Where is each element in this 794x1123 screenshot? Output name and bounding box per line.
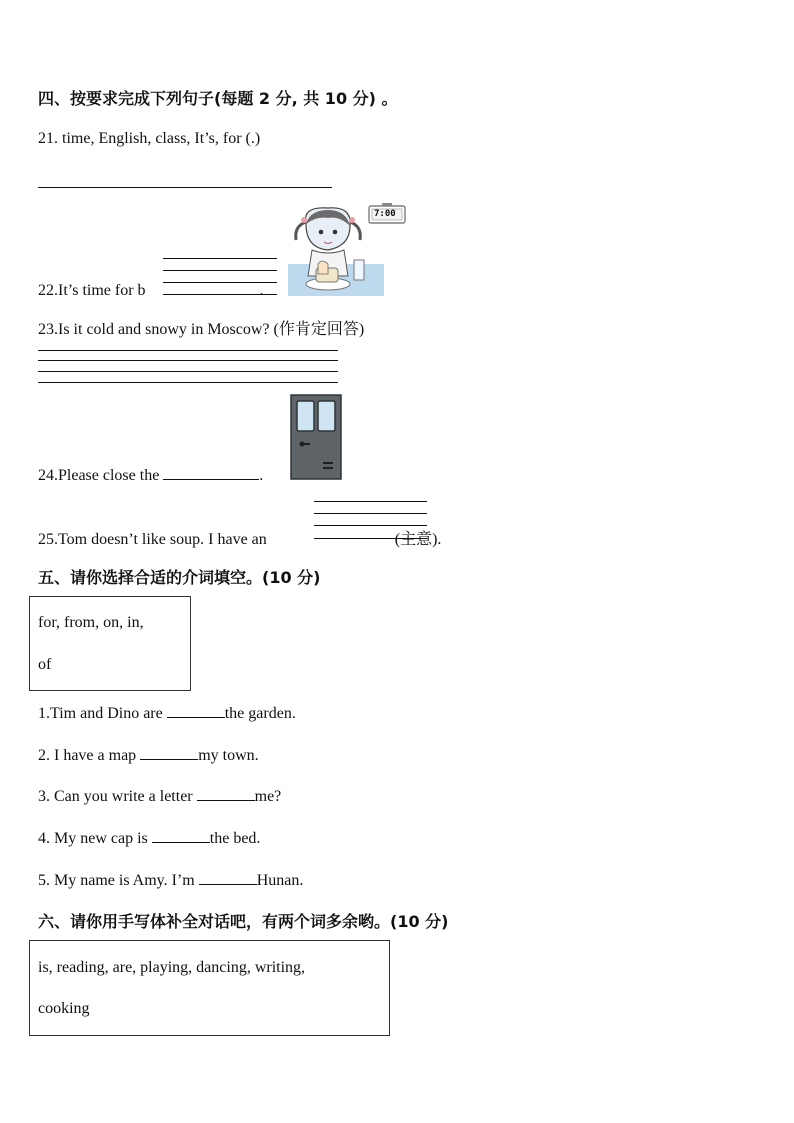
item-text: me? xyxy=(254,788,282,805)
question-25-suffix: (主意). xyxy=(390,531,442,548)
list-item xyxy=(38,745,259,765)
answer-blank[interactable] xyxy=(152,828,210,843)
item-text: the bed. xyxy=(209,830,261,847)
clock-time: 7:00 xyxy=(374,209,396,219)
list-item xyxy=(38,786,281,806)
list-item xyxy=(38,828,260,848)
question-24 xyxy=(38,465,263,485)
handwriting-guide-line xyxy=(163,270,277,271)
question-21: 21. time, English, class, It’s, for (.) xyxy=(38,130,261,147)
item-text: 5. My name is Amy. I’m xyxy=(38,872,199,889)
question-25 xyxy=(38,526,441,549)
item-text: 2. I have a map xyxy=(38,747,141,764)
word-bank-line: cooking xyxy=(38,1000,90,1017)
door-illustration xyxy=(290,394,342,480)
handwriting-guide-line xyxy=(38,360,338,361)
item-text: 3. Can you write a letter xyxy=(38,788,197,805)
handwriting-guide-line xyxy=(314,513,427,514)
answer-blank[interactable] xyxy=(140,745,198,760)
item-text: 1.Tim and Dino are xyxy=(38,705,167,722)
section-5-title: 五、请你选择合适的介词填空。(10 分) xyxy=(38,568,321,587)
answer-line-21[interactable] xyxy=(38,187,332,188)
question-23: 23.Is it cold and snowy in Moscow? (作肯定回答) xyxy=(38,321,365,338)
word-bank-box-prepositions xyxy=(29,596,191,691)
section-6-title: 六、请你用手写体补全对话吧，有两个词多余哟。(10 分) xyxy=(38,912,449,931)
handwriting-guide-line xyxy=(314,501,427,502)
handwriting-guide-line xyxy=(38,371,338,372)
word-bank-line: for, from, on, in, xyxy=(38,614,144,631)
handwriting-guide-line[interactable] xyxy=(38,382,338,383)
answer-blank[interactable] xyxy=(167,703,225,718)
item-text: Hunan. xyxy=(256,872,304,889)
question-24-suffix: . xyxy=(259,467,264,484)
word-bank-line: is, reading, are, playing, dancing, writing, xyxy=(38,959,306,976)
question-22-suffix: . xyxy=(259,282,264,299)
list-item xyxy=(38,703,296,723)
answer-blank-24[interactable] xyxy=(163,465,259,480)
answer-blank[interactable] xyxy=(197,786,255,801)
question-24-prefix: 24.Please close the xyxy=(38,467,164,484)
clock-icon xyxy=(368,202,406,224)
item-text: my town. xyxy=(198,747,259,764)
item-text: the garden. xyxy=(224,705,296,722)
answer-blank[interactable] xyxy=(199,870,257,885)
question-22 xyxy=(38,282,264,300)
section-4-title: 四、按要求完成下列句子(每题 2 分, 共 10 分) 。 xyxy=(38,89,398,108)
handwriting-guide-line xyxy=(38,350,338,351)
list-item xyxy=(38,870,303,890)
item-text: 4. My new cap is xyxy=(38,830,152,847)
word-bank-box-verbs xyxy=(29,940,390,1036)
word-bank-line: of xyxy=(38,656,52,673)
question-25-prefix: 25.Tom doesn’t like soup. I have an xyxy=(38,531,271,548)
handwriting-guide-line xyxy=(163,258,277,259)
question-22-prefix: 22.It’s time for b xyxy=(38,282,146,299)
